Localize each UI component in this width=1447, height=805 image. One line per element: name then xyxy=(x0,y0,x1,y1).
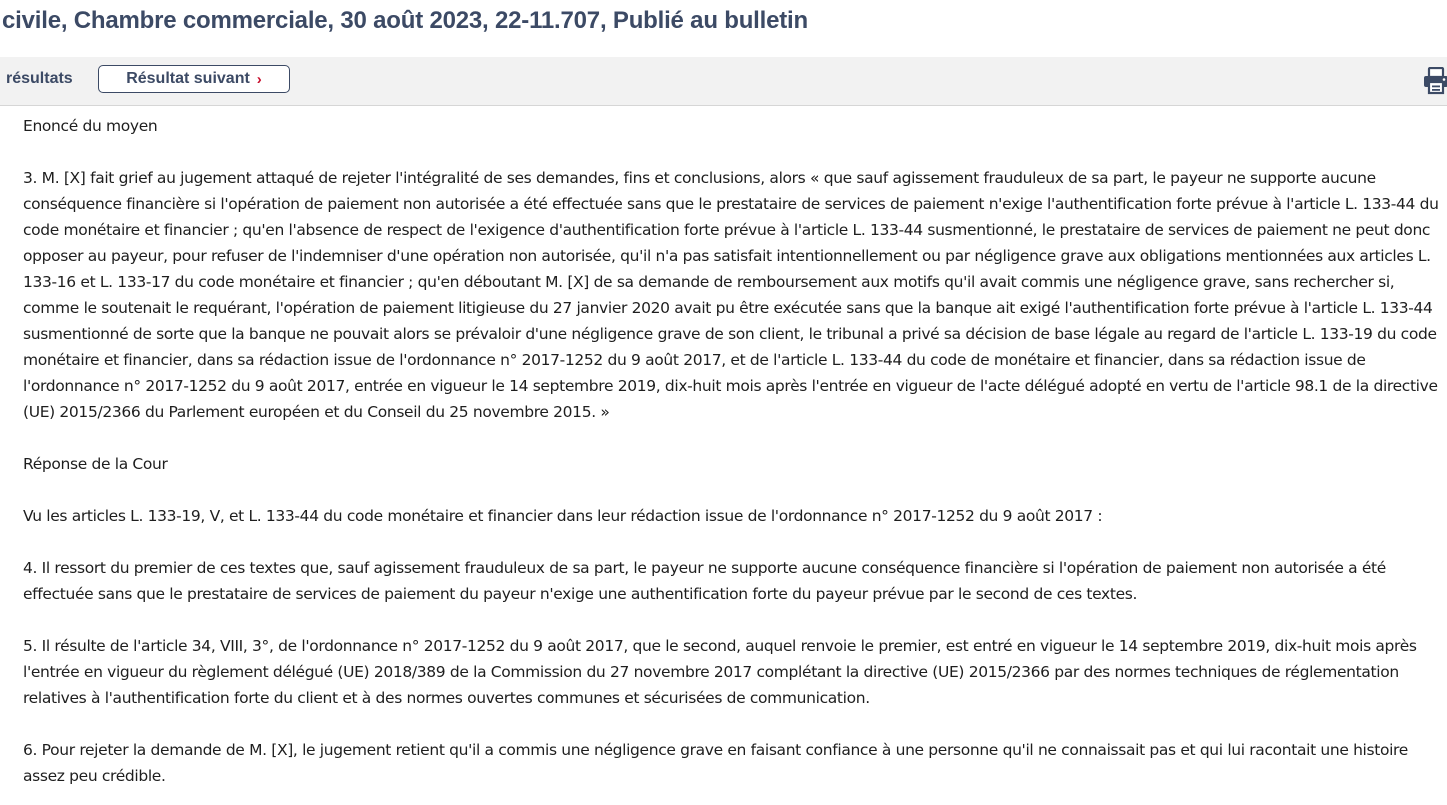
heading-enonce-du-moyen: Enoncé du moyen xyxy=(23,117,158,135)
page-title: civile, Chambre commerciale, 30 août 2023, 22-11.707, Publié au bulletin xyxy=(2,7,808,34)
chevron-right-icon: › xyxy=(256,70,262,88)
heading-reponse-de-la-cour: Réponse de la Cour xyxy=(23,455,168,473)
decision-content xyxy=(23,113,1441,805)
next-result-label: Résultat suivant xyxy=(126,70,250,87)
printer-icon[interactable] xyxy=(1424,67,1447,95)
next-result-button[interactable] xyxy=(98,65,290,93)
paragraph-4: 4. Il ressort du premier de ces textes que, sauf agissement frauduleux de sa part, le payeur ne supporte aucune conséquence financière si l'opération de paiement non autorisée a été effectuée sans que le prestataire de services de paiement du payeur n'exige une authentification forte du payeur prévue par le second de ces textes. xyxy=(23,559,1386,603)
paragraph-6: 6. Pour rejeter la demande de M. [X], le jugement retient qu'il a commis une négligence grave en faisant confiance à une personne qu'il ne connaissait pas et qui lui racontait une histoire assez peu crédible. xyxy=(23,741,1408,785)
paragraph-5: 5. Il résulte de l'article 34, VIII, 3°, de l'ordonnance n° 2017-1252 du 9 août 2017, que le second, auquel renvoie le premier, est entré en vigueur le 14 septembre 2019, dix-huit mois après l'entrée en vigueur du règlement délégué (UE) 2018/389 de la Commission du 27 novembre 2017 complétant la directive (UE) 2015/2366 par des normes techniques de réglementation relatives à l'authentification forte du client et à des normes ouvertes communes et sécurisées de communication. xyxy=(23,637,1417,707)
vu-articles-paragraph: Vu les articles L. 133-19, V, et L. 133-44 du code monétaire et financier dans leur rédaction issue de l'ordonnance n° 2017-1252 du 9 août 2017 : xyxy=(23,507,1103,525)
paragraph-3: 3. M. [X] fait grief au jugement attaqué de rejeter l'intégralité de ses demandes, fins et conclusions, alors « que sauf agissement frauduleux de sa part, le payeur ne supporte aucune conséquence financière si l'opération de paiement non autorisée a été effectuée sans que le prestataire de services de paiement n'exige l'authentification forte prévue à l'article L. 133-44 du code monétaire et financier ; qu'en l'absence de respect de l'exigence d'authentification forte prévue à l'article L. 133-44 susmentionné, le prestataire de services de paiement ne peut donc opposer au payeur, pour refuser de l'indemniser d'une opération non autorisée, qu'il n'a pas satisfait intentionnellement ou par négligence grave aux obligations mentionnées aux articles L. 133-16 et L. 133-17 du code monétaire et financier ; qu'en déboutant M. [X] de sa demande de remboursement aux motifs qu'il avait commis une négligence grave, sans rechercher si, comme le soutenait le requérant, l'opération de paiement litigieuse du 27 janvier 2020 avait pu être exécutée sans que la banque ait exigé l'authentification forte prévue à l'article L. 133-44 susmentionné de sorte que la banque ne pouvait alors se prévaloir d'une négligence grave de son client, le tribunal a privé sa décision de base légale au regard de l'article L. 133-19 du code monétaire et financier, dans sa rédaction issue de l'ordonnance n° 2017-1252 du 9 août 2017, et de l'article L. 133-44 du code de monétaire et financier, dans sa rédaction issue de l'ordonnance n° 2017-1252 du 9 août 2017, entrée en vigueur le 14 septembre 2019, dix-huit mois après l'entrée en vigueur de l'acte délégué adopté en vertu de l'article 98.1 de la directive (UE) 2015/2366 du Parlement européen et du Conseil du 25 novembre 2015. » xyxy=(23,169,1439,421)
results-toolbar xyxy=(0,57,1447,106)
results-label: résultats xyxy=(6,70,73,87)
